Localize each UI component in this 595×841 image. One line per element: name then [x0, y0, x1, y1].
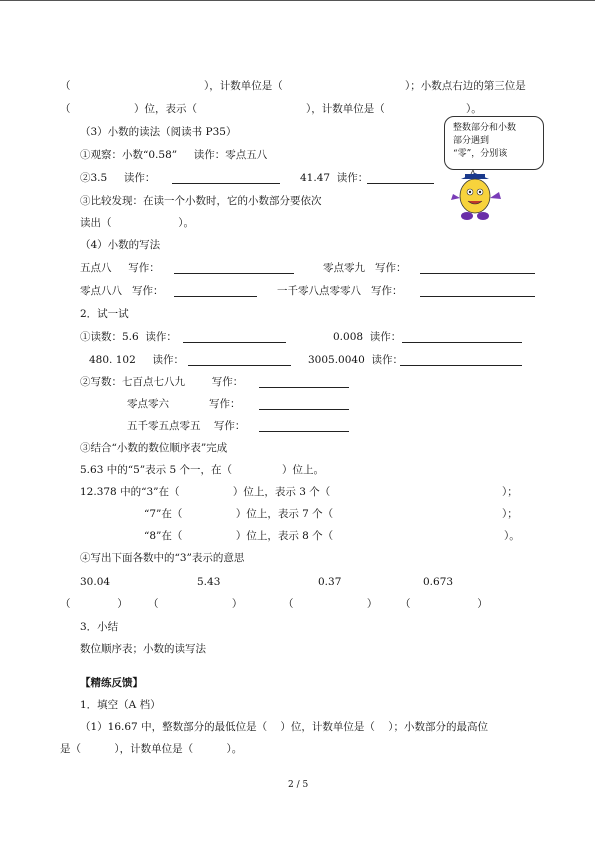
q-12-378-b-end: ）； — [502, 508, 518, 520]
write-num-3-blank[interactable] — [259, 431, 349, 432]
fill-title: 1．填空（A 档） — [80, 699, 161, 711]
write-2a-blank[interactable] — [174, 296, 257, 297]
num-4: 0.673 — [423, 576, 454, 588]
q-5-63: 5.63 中的“5”表示 5 个一，在（ ）位上。 — [80, 464, 325, 476]
write-num-3: 五千零五点零五 写作： — [127, 420, 246, 432]
answer-paren-4[interactable]: （ ） — [400, 598, 488, 610]
num-1: 30.04 — [80, 576, 111, 588]
q-12-378-c-end: ）。 — [504, 530, 520, 542]
read-5-6-blank[interactable] — [183, 342, 286, 343]
answer-paren-2[interactable]: （ ） — [148, 598, 243, 610]
write-num-2: 零点零六 写作： — [127, 398, 241, 410]
write-num-1-blank[interactable] — [259, 387, 349, 388]
compare-line: ③比较发现：在读一个小数时，它的小数部分要依次 — [80, 195, 322, 207]
feedback-title: 【精练反馈】 — [80, 677, 143, 689]
q-12-378-c: “8”在（ ）位上，表示 8 个（ — [144, 530, 334, 542]
q4-title: ④写出下面各数中的“3”表示的意思 — [80, 552, 245, 564]
compare-line-2: 读出（ ）。 — [80, 217, 195, 229]
read-3005-label: 3005.0040 读作： — [308, 354, 403, 366]
write-1b-blank[interactable] — [420, 273, 535, 274]
read-41-47-blank[interactable] — [367, 183, 434, 184]
top-rule — [0, 0, 595, 1]
num-2: 5.43 — [197, 576, 221, 588]
read-5-6-label: ①读数：5.6 读作： — [80, 331, 177, 343]
bubble-line-1: 整数部分和小数 — [453, 123, 517, 133]
paren-close-2: ）。 — [466, 103, 482, 115]
section-3-title: （3）小数的读法（阅读书 P35） — [80, 126, 237, 138]
question-1-cont: 是（ ），计数单位是（ ）。 — [60, 743, 243, 755]
q-12-378-a: 12.378 中的“3”在（ ）位上，表示 3 个（ — [80, 486, 331, 498]
bubble-line-2: 部分遇到 — [453, 136, 490, 146]
num-3: 0.37 — [318, 576, 342, 588]
count-unit-text: ），计数单位是（ — [204, 80, 283, 92]
section-2-title: 2．试一试 — [80, 308, 129, 320]
answer-paren-1[interactable]: （ ） — [60, 598, 128, 610]
paren-open-2: （ — [60, 103, 71, 115]
q-12-378-b: “7”在（ ）位上，表示 7 个（ — [144, 508, 334, 520]
write-num-1: ②写数：七百点七八九 写作： — [80, 376, 244, 388]
write-1b-label: 零点零九 写作： — [323, 262, 407, 274]
read-3-5-blank[interactable] — [172, 183, 280, 184]
write-1a-label: 五点八 写作： — [80, 262, 160, 274]
paren-open: （ — [60, 80, 71, 92]
bubble-line-3: “零”，分别该 — [453, 149, 508, 159]
observe-line: ①观察：小数“0.58” 读作：零点五八 — [80, 149, 268, 161]
third-digit-text: ）；小数点右边的第三位是 — [405, 80, 526, 92]
count-unit-text-2: ），计数单位是（ — [306, 103, 385, 115]
read-3-5-label: ②3.5 读作： — [80, 172, 156, 184]
mascot-icon — [447, 170, 507, 230]
page-number: 2 / 5 — [288, 780, 309, 790]
write-2b-label: 一千零八点零零八 写作： — [277, 285, 403, 297]
digit-meaning-text: ）位，表示（ — [134, 103, 197, 115]
read-480-blank[interactable] — [188, 365, 291, 366]
section-3-summary-title: 3．小结 — [80, 621, 119, 633]
summary-text: 数位顺序表；小数的读写法 — [80, 643, 206, 655]
read-41-47-label: 41.47 读作： — [300, 172, 369, 184]
read-0-008-blank[interactable] — [402, 342, 522, 343]
write-num-2-blank[interactable] — [259, 409, 349, 410]
write-2b-blank[interactable] — [420, 296, 535, 297]
speech-bubble — [444, 116, 544, 170]
read-480-label: 480. 102 读作： — [89, 354, 184, 366]
write-2a-label: 零点八八 写作： — [80, 285, 164, 297]
question-1: （1）16.67 中，整数部分的最低位是（ ）位，计数单位是（ ）；小数部分的最高位 — [80, 721, 489, 733]
answer-paren-3[interactable]: （ ） — [283, 598, 378, 610]
read-0-008-label: 0.008 读作： — [333, 331, 402, 343]
table-task: ③结合“小数的数位顺序表”完成 — [80, 442, 228, 454]
section-4-title: （4）小数的写法 — [80, 239, 161, 251]
write-1a-blank[interactable] — [174, 273, 294, 274]
read-3005-blank[interactable] — [400, 365, 522, 366]
q-12-378-a-end: ）； — [502, 486, 518, 498]
